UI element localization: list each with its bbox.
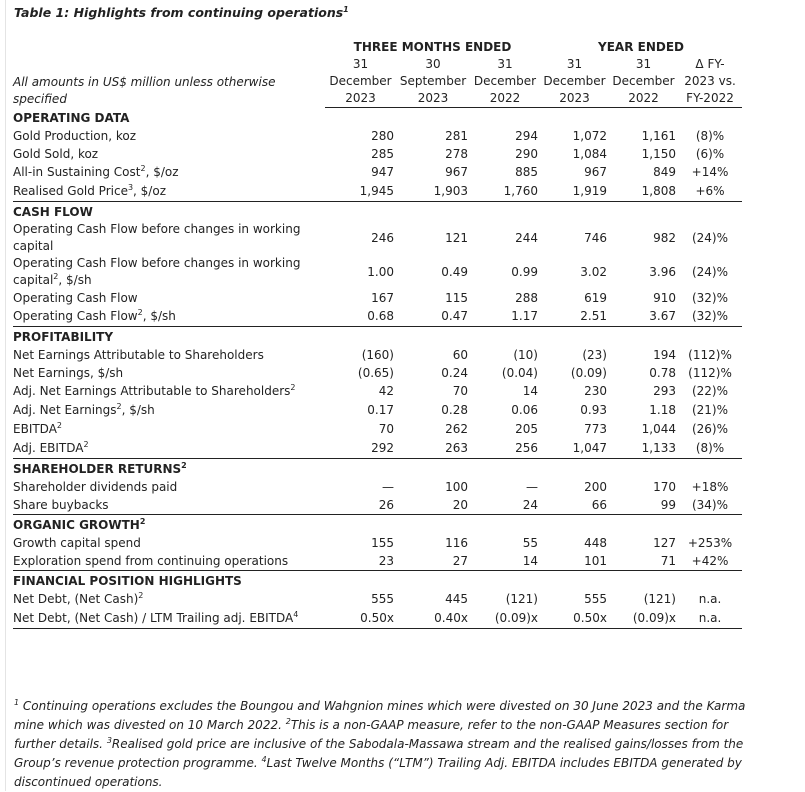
section-title-text: FINANCIAL POSITION HIGHLIGHTS — [13, 574, 242, 588]
footnote-text: Last Twelve Months (“LTM”) Trailing Adj. EBITDA includes EBITDA generated by discontinued operations. — [14, 756, 742, 789]
value-cell: 947 — [371, 165, 394, 179]
column-header-year: 2023 — [540, 90, 609, 108]
table-row — [13, 552, 742, 571]
footnote-ref: 2 — [140, 164, 146, 173]
section-header-row — [13, 571, 742, 591]
value-cell: (121) — [505, 592, 538, 606]
value-cell: (0.09)x — [609, 609, 678, 629]
row-label — [13, 420, 325, 439]
value-cell: 0.40x — [396, 609, 470, 629]
value-cell: 0.17 — [367, 403, 394, 417]
value-cell: 1.17 — [470, 307, 540, 327]
change-cell: (26)% — [691, 422, 729, 436]
footnote-ref: 2 — [137, 308, 143, 317]
row-label-suffix: , $/sh — [142, 309, 176, 323]
value-cell: (0.65) — [357, 365, 394, 380]
value-cell: 127 — [653, 535, 676, 550]
table-row — [13, 478, 742, 496]
row-label — [13, 145, 325, 163]
table-row — [13, 307, 742, 327]
footnote-ref: 2 — [181, 461, 187, 470]
row-label-text: Gold Sold, koz — [13, 146, 99, 161]
value-cell: 982 — [653, 230, 676, 245]
row-label-text: Adj. Net Earnings Attributable to Shareholders — [13, 384, 291, 398]
change-cell: (8)% — [695, 128, 725, 143]
value-cell: 1,161 — [641, 128, 676, 143]
footnote-number: 2 — [285, 717, 291, 726]
value-cell: 246 — [371, 230, 394, 245]
value-cell: 619 — [584, 290, 607, 305]
footnote-ref: 2 — [290, 383, 296, 392]
change-cell: (22)% — [691, 384, 729, 398]
change-cell: +6% — [678, 182, 742, 202]
value-cell: 1,084 — [572, 146, 607, 161]
table-row — [13, 127, 742, 145]
value-cell: 2.51 — [540, 307, 609, 327]
value-cell: (160) — [361, 347, 394, 362]
row-label-suffix: , $/sh — [58, 273, 92, 287]
value-cell: 66 — [540, 496, 609, 515]
value-cell: 1,760 — [470, 182, 540, 202]
value-cell: 0.99 — [511, 264, 538, 279]
section-header-row — [13, 202, 742, 222]
row-label-suffix: , $/oz — [145, 165, 179, 179]
value-cell: 263 — [396, 439, 470, 459]
column-header-year: 2023 — [325, 90, 396, 108]
amounts-note: All amounts in US$ million unless otherwise specified — [13, 74, 276, 106]
table-row — [13, 609, 742, 629]
value-cell: 27 — [396, 552, 470, 571]
row-label — [13, 163, 325, 182]
change-cell: +18% — [691, 479, 729, 494]
row-label — [13, 182, 325, 202]
row-label — [13, 496, 325, 515]
row-label — [13, 127, 325, 145]
row-label-text: Growth capital spend — [13, 535, 141, 550]
highlights-table — [13, 38, 742, 629]
value-cell: 205 — [515, 422, 538, 436]
value-cell: 116 — [445, 535, 468, 550]
value-cell: 285 — [371, 146, 394, 161]
value-cell: 746 — [584, 230, 607, 245]
value-cell: 100 — [445, 479, 468, 494]
footnote-ref: 2 — [138, 591, 144, 600]
value-cell: 967 — [584, 165, 607, 179]
value-cell: 230 — [584, 384, 607, 398]
value-cell: 14 — [470, 552, 540, 571]
value-cell: 1.00 — [367, 264, 394, 279]
value-cell: 70 — [452, 384, 468, 398]
footnote-ref: 3 — [127, 183, 134, 192]
footnote-ref: 2 — [83, 440, 89, 449]
table-title — [14, 5, 349, 20]
table-row — [13, 364, 742, 382]
column-header-year: 2022 — [609, 90, 678, 108]
footnote-ref: 2 — [56, 421, 63, 430]
value-cell: 1,133 — [609, 439, 678, 459]
value-cell: 1.18 — [649, 403, 676, 417]
row-label — [13, 401, 325, 420]
column-header-month: December — [473, 74, 537, 88]
table-title-text: Table 1: Highlights from continuing operations — [14, 5, 344, 20]
section-title — [13, 327, 742, 347]
value-cell: 0.50x — [540, 609, 609, 629]
section-title-text: PROFITABILITY — [13, 330, 114, 344]
value-cell: 967 — [445, 165, 468, 179]
group-header-three-months: THREE MONTHS ENDED — [353, 39, 512, 54]
section-title — [13, 202, 742, 222]
table-row — [13, 289, 742, 307]
row-label-text: All-in Sustaining Cost — [13, 165, 141, 179]
table-row — [13, 346, 742, 364]
value-cell: 55 — [522, 535, 538, 550]
change-cell: (32)% — [678, 307, 742, 327]
value-cell: 3.67 — [609, 307, 678, 327]
change-cell: (112)% — [688, 365, 732, 380]
value-cell: 293 — [653, 384, 676, 398]
value-cell: 1,808 — [609, 182, 678, 202]
section-title-text: OPERATING DATA — [13, 111, 130, 125]
row-label — [13, 534, 325, 552]
value-cell: 280 — [371, 128, 394, 143]
footnote-number: 1 — [14, 698, 20, 707]
footnote-ref: 2 — [116, 402, 122, 411]
footnote-text: Continuing operations excludes the Boungou and Wahgnion mines which were divested on 30 June 2023 and the Karma mine which was divested on 10 March 2022. — [14, 699, 746, 732]
column-header-month: September — [399, 74, 467, 88]
column-header-day: 31 — [566, 57, 583, 71]
row-label — [13, 364, 325, 382]
row-label-suffix: , $/oz — [133, 184, 166, 198]
table-row — [13, 590, 742, 609]
table-row — [13, 382, 742, 401]
column-header-month: December — [329, 74, 392, 88]
value-cell: 99 — [609, 496, 678, 515]
column-header-day: 31 — [497, 57, 513, 71]
value-cell: — — [526, 479, 538, 494]
value-cell: 1,044 — [641, 422, 676, 436]
footnote-text: This is a non-GAAP measure, refer to the non-GAAP Measures section for further details. — [14, 718, 729, 751]
value-cell: (0.09)x — [470, 609, 540, 629]
value-cell: 167 — [371, 290, 394, 305]
value-cell: 1,150 — [641, 146, 676, 161]
footnote-ref: 2 — [53, 272, 59, 281]
section-title — [13, 108, 742, 128]
row-label — [13, 307, 325, 327]
value-cell: 3.02 — [580, 264, 607, 279]
table-row — [13, 145, 742, 163]
row-label — [13, 590, 325, 609]
footnote-number: 3 — [106, 736, 112, 745]
value-cell: 14 — [522, 384, 538, 398]
change-cell: (21)% — [691, 403, 729, 417]
row-label-text: Operating Cash Flow before changes in working capital — [13, 256, 301, 287]
value-cell: 20 — [396, 496, 470, 515]
value-cell: — — [382, 479, 394, 494]
row-label-text: Share buybacks — [13, 497, 109, 512]
value-cell: (121) — [643, 592, 676, 606]
value-cell: 445 — [445, 592, 468, 606]
value-cell: 849 — [653, 165, 676, 179]
row-label — [13, 289, 325, 307]
value-cell: 194 — [653, 347, 676, 362]
row-label — [13, 382, 325, 401]
value-cell: 101 — [540, 552, 609, 571]
header-spacer — [13, 38, 325, 56]
table-row — [13, 182, 742, 202]
row-label-text: Operating Cash Flow — [13, 290, 138, 305]
section-title — [13, 459, 742, 479]
row-label-text: Operating Cash Flow — [13, 309, 138, 323]
value-cell: 288 — [515, 290, 538, 305]
value-cell: 773 — [584, 422, 607, 436]
value-cell: 115 — [445, 290, 468, 305]
footnote-number: 4 — [261, 755, 267, 764]
row-label-text: Net Debt, (Net Cash) / LTM Trailing adj. EBITDA — [13, 611, 294, 625]
value-cell: 0.93 — [580, 403, 607, 417]
value-cell: 0.49 — [441, 264, 468, 279]
change-cell: (32)% — [691, 290, 729, 305]
section-header-row — [13, 515, 742, 535]
column-header-year: 2022 — [470, 90, 540, 108]
value-cell: (0.04) — [501, 365, 538, 380]
value-cell: 0.78 — [649, 365, 676, 380]
group-header-year: YEAR ENDED — [598, 39, 684, 54]
section-title-text: ORGANIC GROWTH — [13, 518, 140, 532]
column-header-day: 31 — [635, 57, 652, 71]
value-cell: (23) — [582, 347, 607, 362]
change-cell: (34)% — [678, 496, 742, 515]
value-cell: 42 — [378, 384, 394, 398]
row-label — [13, 439, 325, 459]
value-cell: (10) — [513, 347, 538, 362]
value-cell: 26 — [325, 496, 396, 515]
value-cell: 71 — [609, 552, 678, 571]
value-cell: 278 — [445, 146, 468, 161]
row-label-text: Operating Cash Flow before changes in working capital — [13, 222, 301, 253]
section-title-text: CASH FLOW — [13, 205, 93, 219]
row-label-text: Gold Production, koz — [13, 128, 137, 143]
value-cell: 1,047 — [540, 439, 609, 459]
table-row — [13, 221, 742, 255]
row-label-text: Net Earnings Attributable to Shareholders — [13, 347, 264, 362]
change-cell: (24)% — [691, 230, 729, 245]
change-cell: +42% — [678, 552, 742, 571]
section-header-row — [13, 108, 742, 128]
value-cell: 24 — [470, 496, 540, 515]
footnotes — [14, 697, 749, 792]
section-title — [13, 571, 742, 591]
footnote-ref: 1 — [343, 5, 349, 14]
row-label-text: Adj. Net Earnings — [13, 403, 117, 417]
value-cell: 244 — [515, 230, 538, 245]
value-cell: 0.68 — [325, 307, 396, 327]
table-row — [13, 496, 742, 515]
value-cell: 885 — [515, 165, 538, 179]
value-cell: 555 — [371, 592, 394, 606]
change-cell: +14% — [691, 165, 729, 179]
value-cell: 0.47 — [396, 307, 470, 327]
row-label-text: Exploration spend from continuing operations — [13, 553, 289, 568]
section-title-text: SHAREHOLDER RETURNS — [13, 462, 182, 476]
row-label — [13, 255, 325, 289]
table-row — [13, 163, 742, 182]
column-header-day: 30 — [425, 57, 441, 71]
value-cell: 262 — [445, 422, 468, 436]
value-cell: 0.06 — [511, 403, 538, 417]
row-label — [13, 552, 325, 571]
value-cell: 0.28 — [441, 403, 468, 417]
row-label-suffix: , $/sh — [121, 403, 155, 417]
table-row — [13, 255, 742, 289]
value-cell: 155 — [371, 535, 394, 550]
change-cell: (112)% — [688, 347, 732, 362]
row-label — [13, 221, 325, 255]
row-label-text: Net Earnings, $/sh — [13, 365, 124, 380]
table-row — [13, 401, 742, 420]
value-cell: 1,919 — [540, 182, 609, 202]
value-cell: 448 — [584, 535, 607, 550]
change-cell: n.a. — [678, 609, 742, 629]
table-row — [13, 420, 742, 439]
row-label-text: EBITDA — [13, 422, 57, 436]
value-cell: 290 — [515, 146, 538, 161]
column-header-year: FY-2022 — [678, 90, 742, 108]
page-left-border — [5, 0, 6, 791]
row-label-text: Adj. EBITDA — [13, 441, 84, 455]
change-cell: (6)% — [695, 146, 725, 161]
value-cell: 555 — [584, 592, 607, 606]
value-cell: 0.50x — [325, 609, 396, 629]
value-cell: 170 — [653, 479, 676, 494]
footnote-ref: 4 — [293, 610, 299, 619]
section-title — [13, 515, 742, 535]
value-cell: 3.96 — [649, 264, 676, 279]
section-header-row — [13, 459, 742, 479]
column-header-month: December — [543, 74, 606, 88]
value-cell: 1,903 — [396, 182, 470, 202]
value-cell: 0.24 — [441, 365, 468, 380]
change-cell: n.a. — [698, 592, 722, 606]
value-cell: 70 — [378, 422, 394, 436]
table-row — [13, 439, 742, 459]
value-cell: 1,945 — [325, 182, 396, 202]
value-cell: 294 — [515, 128, 538, 143]
table-row — [13, 534, 742, 552]
footnote-ref: 2 — [139, 517, 146, 526]
footnote-text: Realised gold price are inclusive of the Sabodala-Massawa stream and the realised gains/losses from the Group’s revenue protection programme. — [14, 737, 744, 770]
section-header-row — [13, 327, 742, 347]
value-cell: (0.09) — [570, 365, 607, 380]
row-label-text: Net Debt, (Net Cash) — [13, 592, 139, 606]
row-label — [13, 346, 325, 364]
value-cell: 910 — [653, 290, 676, 305]
change-cell: +253% — [687, 535, 733, 550]
value-cell: 23 — [325, 552, 396, 571]
value-cell: 60 — [452, 347, 468, 362]
column-header-month: December — [612, 74, 675, 88]
value-cell: 121 — [445, 230, 468, 245]
column-header-year: 2023 — [396, 90, 470, 108]
row-label — [13, 609, 325, 629]
value-cell: 1,072 — [572, 128, 607, 143]
change-cell: (24)% — [691, 264, 729, 279]
row-label-text: Shareholder dividends paid — [13, 479, 178, 494]
column-header-month: 2023 vs. — [684, 74, 736, 88]
row-label-text: Realised Gold Price — [13, 184, 128, 198]
value-cell: 281 — [445, 128, 468, 143]
value-cell: 292 — [325, 439, 396, 459]
row-label — [13, 478, 325, 496]
column-header-day: Δ FY- — [695, 57, 725, 71]
column-header-day: 31 — [352, 57, 369, 71]
value-cell: 256 — [470, 439, 540, 459]
change-cell: (8)% — [678, 439, 742, 459]
value-cell: 200 — [584, 479, 607, 494]
